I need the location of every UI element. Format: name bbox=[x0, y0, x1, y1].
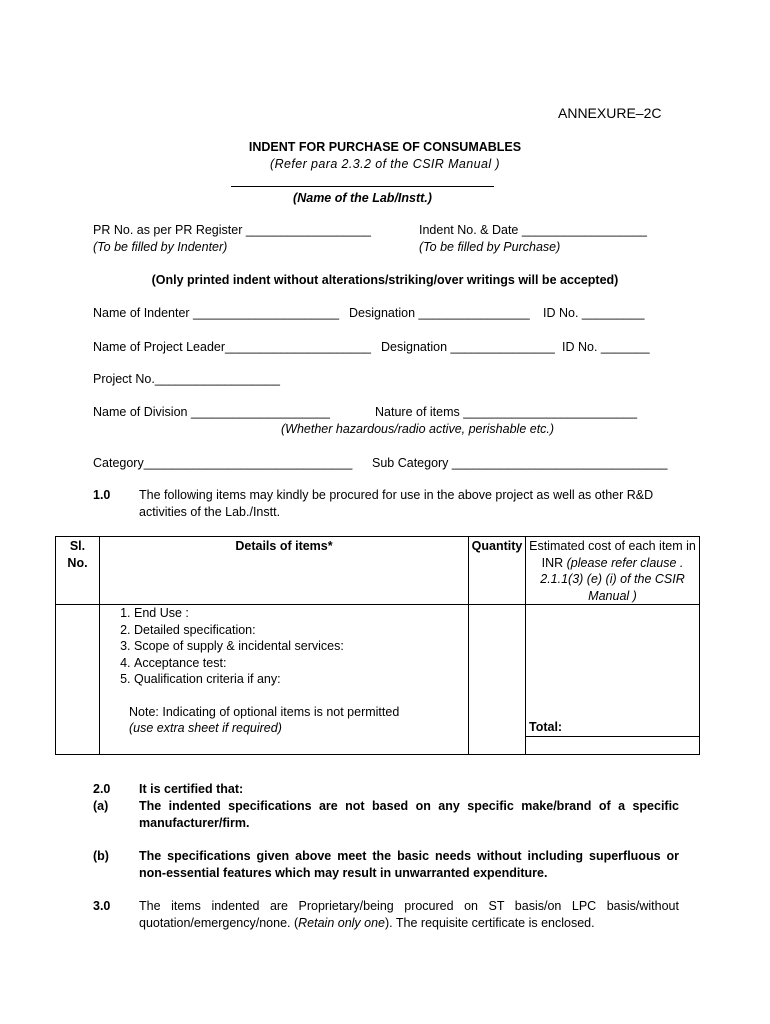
slno-cell[interactable] bbox=[56, 605, 100, 755]
optional-items-note: Note: Indicating of optional items is not permitted bbox=[129, 704, 400, 719]
section-3-text-end: ). The requisite certificate is enclosed. bbox=[385, 916, 595, 930]
criteria-specification: 2. Detailed specification: bbox=[134, 622, 462, 639]
criteria-acceptance: 4. Acceptance test: bbox=[134, 655, 462, 672]
lab-name-line bbox=[231, 186, 494, 187]
form-subtitle: (Refer para 2.3.2 of the CSIR Manual ) bbox=[270, 157, 500, 171]
items-table bbox=[55, 536, 700, 755]
clause-a-label: (a) bbox=[93, 799, 109, 813]
total-cell bbox=[526, 605, 700, 737]
nature-of-items-field[interactable]: Nature of items _________________________ bbox=[375, 405, 638, 419]
section-1-text: The following items may kindly be procured for use in the above project as well as other R&D activities of the Lab./Instt. bbox=[139, 488, 654, 519]
total-value-cell[interactable] bbox=[526, 737, 700, 755]
total-label: Total: bbox=[529, 719, 563, 734]
estimated-cost-header bbox=[526, 537, 700, 605]
details-cell[interactable] bbox=[100, 605, 469, 755]
details-header: Details of items* bbox=[100, 537, 469, 605]
division-name-field[interactable]: Name of Division ____________________ bbox=[93, 405, 330, 419]
sub-category-field[interactable]: Sub Category _______________________________ bbox=[372, 456, 668, 470]
indenter-id-field[interactable]: ID No. _________ bbox=[543, 306, 645, 320]
quantity-header: Quantity bbox=[469, 537, 526, 605]
annexure-label: ANNEXURE–2C bbox=[558, 105, 662, 121]
lab-name-caption: (Name of the Lab/Instt.) bbox=[293, 191, 432, 205]
criteria-list bbox=[104, 605, 462, 688]
printed-indent-notice: (Only printed indent without alterations/striking/over writings will be accepted) bbox=[151, 273, 619, 287]
clause-b-text: The specifications given above meet the basic needs without including superfluous or non-essential features which may result in unwarranted expenditure. bbox=[139, 849, 679, 880]
extra-sheet-note: (use extra sheet if required) bbox=[129, 721, 282, 735]
estimated-cost-label: Estimated cost of each item in INR bbox=[529, 539, 696, 570]
section-3-retain-note: Retain only one bbox=[298, 916, 386, 930]
section-3-text bbox=[139, 898, 679, 932]
criteria-end-use: 1. End Use : bbox=[134, 605, 462, 622]
indenter-name-field[interactable]: Name of Indenter _____________________ bbox=[93, 306, 340, 320]
project-number-field[interactable]: Project No.__________________ bbox=[93, 372, 280, 386]
section-3-number: 3.0 bbox=[93, 899, 111, 913]
indent-number-field[interactable]: Indent No. & Date __________________ bbox=[419, 223, 647, 237]
section-2-number: 2.0 bbox=[93, 782, 111, 796]
indenter-designation-field[interactable]: Designation ________________ bbox=[349, 306, 530, 320]
category-field[interactable]: Category______________________________ bbox=[93, 456, 353, 470]
project-leader-name-field[interactable]: Name of Project Leader_____________________ bbox=[93, 340, 372, 354]
pr-number-note: (To be filled by Indenter) bbox=[93, 240, 228, 254]
clause-b-label: (b) bbox=[93, 849, 109, 863]
nature-of-items-note: (Whether hazardous/radio active, perishable etc.) bbox=[281, 422, 555, 436]
criteria-qualification: 5. Qualification criteria if any: bbox=[134, 671, 462, 688]
section-2-heading: It is certified that: bbox=[139, 782, 244, 796]
form-title: INDENT FOR PURCHASE OF CONSUMABLES bbox=[248, 140, 522, 154]
clause-a-text: The indented specifications are not based on any specific make/brand of a specific manufacturer/firm. bbox=[139, 799, 679, 830]
section-1-number: 1.0 bbox=[93, 488, 111, 502]
slno-header: Sl. No. bbox=[56, 537, 100, 605]
quantity-cell[interactable] bbox=[469, 605, 526, 755]
indent-number-note: (To be filled by Purchase) bbox=[419, 240, 561, 254]
criteria-scope: 3. Scope of supply & incidental services: bbox=[134, 638, 462, 655]
section-3-text-start: The items indented are Proprietary/being procured on ST basis/on LPC basis/without quotation/emergency/none. ( bbox=[139, 899, 679, 930]
project-leader-id-field[interactable]: ID No. _______ bbox=[562, 340, 650, 354]
project-leader-designation-field[interactable]: Designation _______________ bbox=[381, 340, 555, 354]
estimated-cost-reference: (please refer clause . 2.1.1(3) (e) (i) of the CSIR Manual ) bbox=[540, 555, 685, 603]
pr-number-field[interactable]: PR No. as per PR Register __________________ bbox=[93, 223, 371, 237]
